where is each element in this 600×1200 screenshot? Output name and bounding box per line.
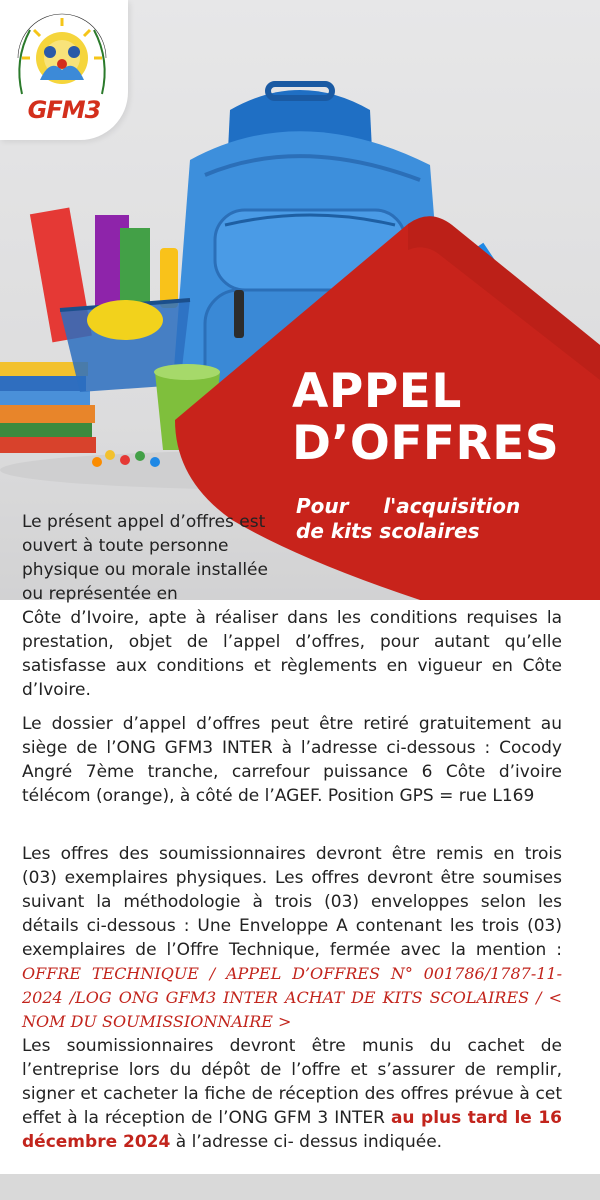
deadline-text: au plus tard le 16 décembre 2024 (22, 1108, 562, 1152)
title-line-1: APPEL (292, 364, 462, 419)
page-title (292, 366, 559, 469)
paragraph-eligibility-rest: Côte d’Ivoire, apte à réaliser dans les conditions requises la prestation, objet de l’appel d’offres, pour autant qu’elle satisfasse aux conditions et règlements en vigueur en Côte d’Ivoire. (22, 608, 562, 700)
page-subtitle: Pour l'acquisition de kits scolaires (296, 494, 521, 543)
tender-reference: OFFRE TECHNIQUE / APPEL D’OFFRES N° 001786/1787-11-2024 /LOG ONG GFM3 INTER ACHAT DE KITS SCOLAIRES / < NOM DU SOUMISSIONNAIRE > (22, 964, 562, 1031)
gfm3-logo-emblem (0, 0, 128, 100)
deposit-text-end: à l’adresse ci- dessus indiquée. (170, 1132, 443, 1152)
logo-card (0, 0, 128, 140)
logo-acronym: GFM3 (27, 96, 101, 124)
paragraph-deposit-instructions (22, 1034, 562, 1154)
submission-text: Les offres des soumissionnaires devront être remis en trois (03) exemplaires physiques. Les offres devront être soumises suivant la méthodologie à trois (03) enveloppes selon les détails ci-dessous : Une Enveloppe A contenant les trois (03) exemplaires de l’Offre Technique, fermée avec la mention : (22, 844, 562, 960)
footer-bar (0, 1174, 600, 1200)
paragraph-dossier-retrieval: Le dossier d’appel d’offres peut être retiré gratuitement au siège de l’ONG GFM3 INTER à l’adresse ci-dessous : Cocody Angré 7ème tranche, carrefour puissance 6 Côte d’ivoire télécom (orange), à côté de l’AGEF. Position GPS = rue L169 (22, 714, 562, 806)
paragraph-submission-method (22, 842, 562, 1034)
deposit-text: Les soumissionnaires devront être munis du cachet de l’entreprise lors du dépôt de l’offre et s’assurer de remplir, signer et cacheter la fiche de réception des offres prévue à cet effet à la réception de l’ONG GFM 3 INTER (22, 1036, 562, 1128)
paragraph-eligibility-intro: Le présent appel d’offres est ouvert à toute personne physique ou morale installée ou représentée en (22, 512, 268, 604)
title-line-2: D’OFFRES (292, 415, 560, 471)
